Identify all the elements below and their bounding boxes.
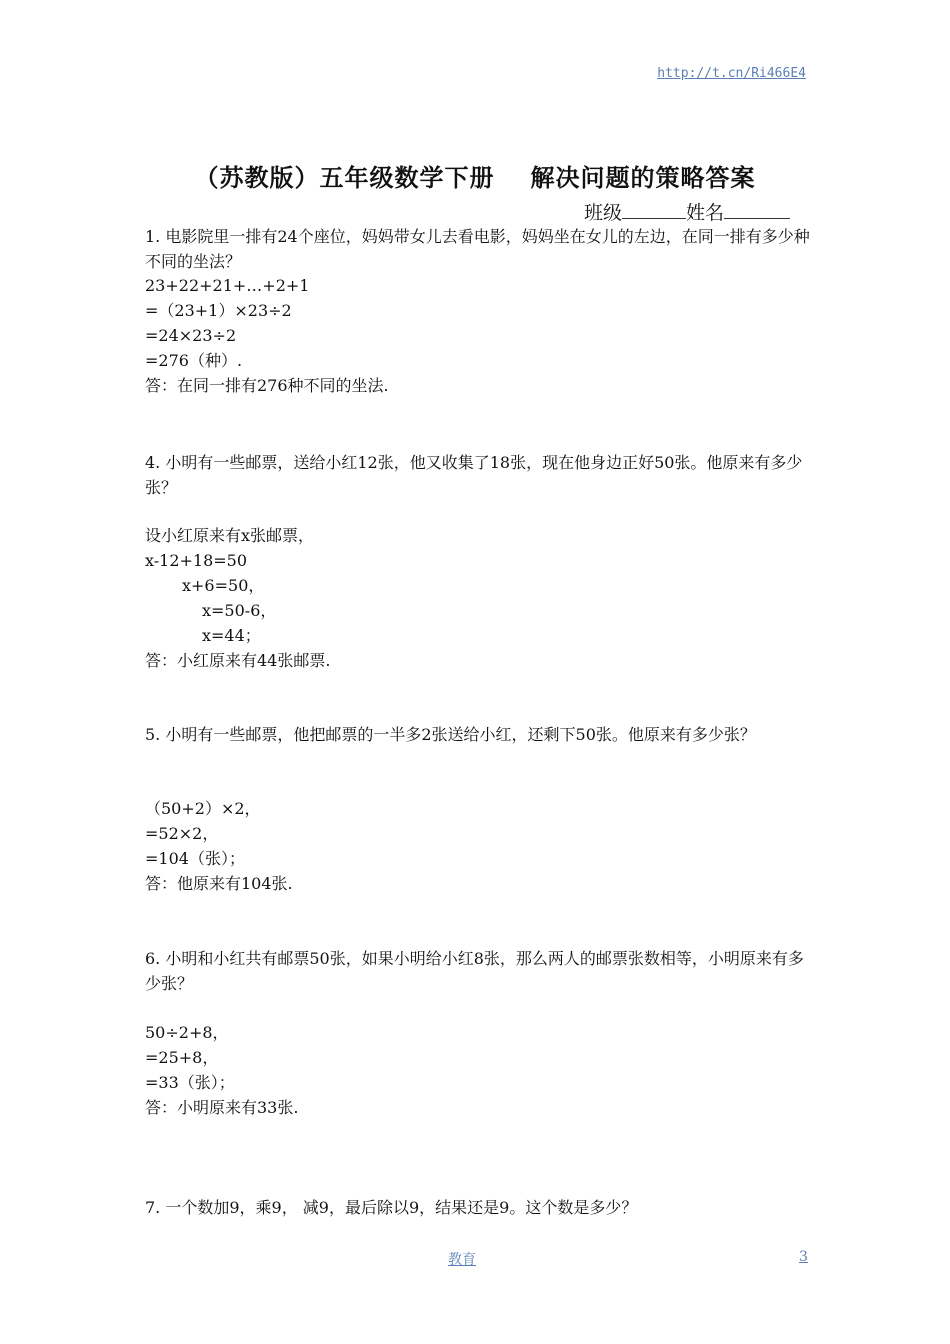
question-7-text: 7. 一个数加9，乘9， 减9，最后除以9，结果还是9。这个数是多少？ (145, 1198, 638, 1217)
class-name-fields (584, 198, 790, 225)
name-label: 姓名 (686, 202, 725, 224)
q5-line: =104（张）； (145, 849, 245, 868)
q4-answer: 答：小红原来有44张邮票. (145, 651, 331, 670)
q1-line: =276（种）. (145, 351, 243, 370)
class-label: 班级 (584, 202, 623, 224)
question-5 (145, 722, 810, 747)
q4-line: x=50-6， (202, 601, 277, 620)
q4-line: x=44； (202, 626, 261, 645)
title-part2: 解决问题的策略答案 (530, 163, 756, 192)
q6-line: =25+8， (145, 1048, 219, 1067)
q5-line: =52×2， (145, 824, 219, 843)
q4-line: x-12+18=50 (145, 551, 248, 570)
name-blank (724, 200, 790, 219)
q6-answer: 答：小明原来有33张. (145, 1098, 299, 1117)
q4-line: x+6=50， (182, 576, 265, 595)
footer-link[interactable]: 教育 (448, 1252, 476, 1268)
question-4-text: 4. 小明有一些邮票，送给小红12张，他又收集了18张，现在他身边正好50张。他原来有多少张？ (145, 453, 803, 497)
question-5-text: 5. 小明有一些邮票，他把邮票的一半多2张送给小红，还剩下50张。他原来有多少张？ (145, 725, 756, 744)
document-title (0, 158, 950, 193)
header-url-link[interactable]: http://t.cn/Ri466E4 (657, 66, 806, 81)
q4-line: 设小红原来有x张邮票， (145, 526, 315, 545)
q6-line: =33（张）； (145, 1073, 235, 1092)
q1-line: =24×23÷2 (145, 326, 237, 345)
q6-line: 50÷2+8， (145, 1023, 229, 1042)
q1-line: 23+22+21+…+2+1 (145, 276, 310, 295)
question-1-text: 1. 电影院里一排有24个座位，妈妈带女儿去看电影，妈妈坐在女儿的左边，在同一排有多少种不同的坐法？ (145, 227, 810, 271)
q5-answer: 答：他原来有104张. (145, 874, 293, 893)
q1-line: =（23+1）×23÷2 (145, 301, 292, 320)
class-blank (622, 200, 686, 219)
question-6-text: 6. 小明和小红共有邮票50张，如果小明给小红8张，那么两人的邮票张数相等，小明原来有多少张？ (145, 949, 804, 993)
question-7 (145, 1195, 810, 1220)
q5-line: （50+2）×2， (145, 799, 261, 818)
page-number[interactable]: 3 (799, 1249, 808, 1265)
question-4 (145, 450, 810, 500)
q1-answer: 答：在同一排有276种不同的坐法. (145, 376, 389, 395)
title-part1: （苏教版）五年级数学下册 (194, 163, 495, 192)
question-6 (145, 946, 810, 996)
question-1 (145, 224, 810, 274)
